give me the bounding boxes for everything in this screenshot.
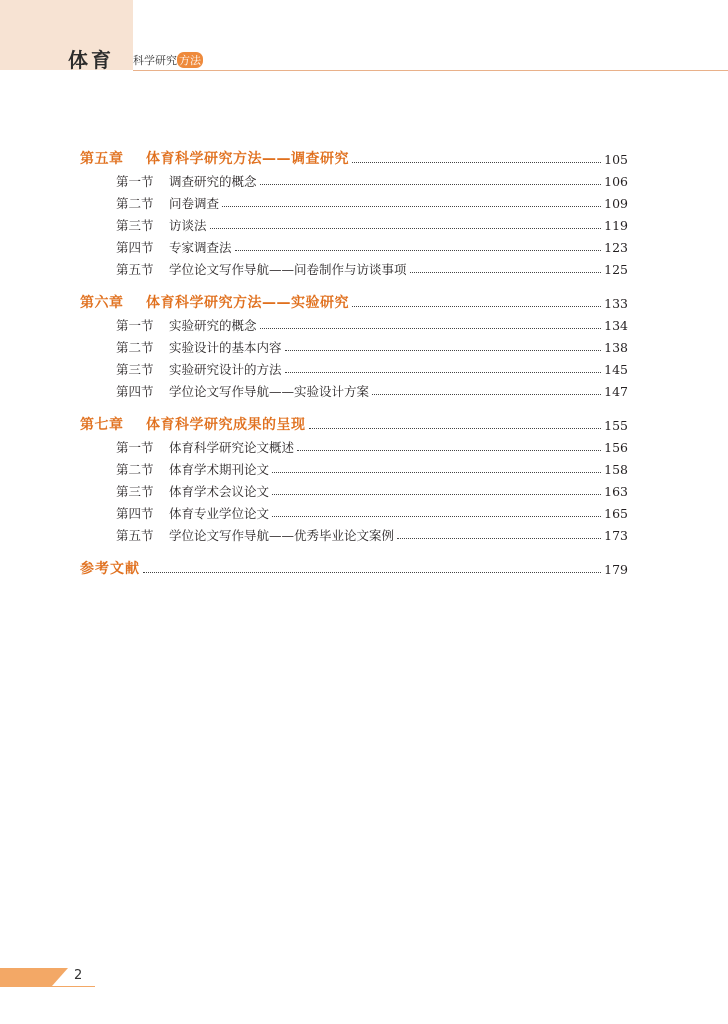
section-number: 第四节 bbox=[116, 239, 154, 255]
page-number: 156 bbox=[604, 439, 628, 455]
header-subtitle-highlight: 方法 bbox=[179, 54, 201, 67]
page-number: 155 bbox=[604, 417, 628, 433]
leader-dots bbox=[260, 328, 602, 329]
section-number: 第五节 bbox=[116, 527, 154, 543]
chapter-number: 第五章 bbox=[80, 151, 124, 167]
page-number: 165 bbox=[604, 505, 628, 521]
toc-section[interactable] bbox=[80, 376, 628, 398]
toc-section[interactable] bbox=[80, 520, 628, 542]
section-number: 第三节 bbox=[116, 217, 154, 233]
page-number: 147 bbox=[604, 383, 628, 399]
page-number: 134 bbox=[604, 317, 628, 333]
section-title: 学位论文写作导航——优秀毕业论文案例 bbox=[169, 527, 395, 543]
page-number: 119 bbox=[604, 217, 628, 233]
header-subtitle-plain: 科学研究 bbox=[133, 54, 177, 67]
page-number: 138 bbox=[604, 339, 628, 355]
page-number: 179 bbox=[604, 561, 628, 577]
section-title: 体育科学研究论文概述 bbox=[169, 439, 295, 455]
section-title: 学位论文写作导航——实验设计方案 bbox=[169, 383, 370, 399]
toc-references[interactable] bbox=[80, 554, 628, 576]
section-number: 第三节 bbox=[116, 483, 154, 499]
leader-dots bbox=[352, 306, 601, 307]
page-number: 173 bbox=[604, 527, 628, 543]
section-title: 实验研究的概念 bbox=[169, 317, 257, 333]
toc-section[interactable] bbox=[80, 476, 628, 498]
page-number: 163 bbox=[604, 483, 628, 499]
toc-chapter-7[interactable] bbox=[80, 410, 628, 432]
section-title: 调查研究的概念 bbox=[169, 173, 257, 189]
section-number: 第二节 bbox=[116, 461, 154, 477]
footer-bar bbox=[0, 968, 52, 986]
toc-chapter-5[interactable] bbox=[80, 144, 628, 166]
page-number: 125 bbox=[604, 261, 628, 277]
page-number: 106 bbox=[604, 173, 628, 189]
leader-dots bbox=[272, 516, 601, 517]
header-rule bbox=[133, 70, 728, 71]
chapter-number: 第七章 bbox=[80, 417, 124, 433]
leader-dots bbox=[372, 394, 601, 395]
page-number: 145 bbox=[604, 361, 628, 377]
header-title: 体育 bbox=[68, 48, 114, 72]
toc-section[interactable] bbox=[80, 210, 628, 232]
section-number: 第一节 bbox=[116, 173, 154, 189]
section-number: 第二节 bbox=[116, 339, 154, 355]
leader-dots bbox=[397, 538, 601, 539]
leader-dots bbox=[222, 206, 601, 207]
leader-dots bbox=[285, 372, 602, 373]
toc-chapter-6[interactable] bbox=[80, 288, 628, 310]
leader-dots bbox=[272, 494, 601, 495]
leader-dots bbox=[285, 350, 602, 351]
section-number: 第二节 bbox=[116, 195, 154, 211]
leader-dots bbox=[410, 272, 602, 273]
footer-rule bbox=[0, 986, 95, 987]
leader-dots bbox=[272, 472, 601, 473]
chapter-title: 体育科学研究方法——调查研究 bbox=[146, 151, 349, 167]
section-title: 实验研究设计的方法 bbox=[169, 361, 282, 377]
toc-section[interactable] bbox=[80, 454, 628, 476]
section-title: 问卷调查 bbox=[169, 195, 220, 211]
header-subtitle bbox=[133, 52, 203, 68]
section-title: 访谈法 bbox=[169, 217, 207, 233]
section-number: 第四节 bbox=[116, 383, 154, 399]
leader-dots bbox=[143, 572, 601, 573]
toc-section[interactable] bbox=[80, 332, 628, 354]
footer-page-number: 2 bbox=[74, 968, 83, 983]
chapter-title: 体育科学研究成果的呈现 bbox=[146, 417, 306, 433]
table-of-contents bbox=[80, 144, 628, 576]
leader-dots bbox=[309, 428, 602, 429]
toc-section[interactable] bbox=[80, 432, 628, 454]
page-number: 158 bbox=[604, 461, 628, 477]
toc-section[interactable] bbox=[80, 254, 628, 276]
section-title: 体育学术会议论文 bbox=[169, 483, 270, 499]
leader-dots bbox=[352, 162, 601, 163]
section-number: 第一节 bbox=[116, 439, 154, 455]
page-number: 105 bbox=[604, 151, 628, 167]
toc-section[interactable] bbox=[80, 498, 628, 520]
section-title: 体育专业学位论文 bbox=[169, 505, 270, 521]
toc-section[interactable] bbox=[80, 310, 628, 332]
toc-section[interactable] bbox=[80, 188, 628, 210]
leader-dots bbox=[297, 450, 601, 451]
section-number: 第五节 bbox=[116, 261, 154, 277]
toc-section[interactable] bbox=[80, 166, 628, 188]
footer-bar-tip bbox=[52, 968, 68, 986]
section-number: 第一节 bbox=[116, 317, 154, 333]
section-title: 专家调查法 bbox=[169, 239, 232, 255]
leader-dots bbox=[235, 250, 602, 251]
section-title: 体育学术期刊论文 bbox=[169, 461, 270, 477]
leader-dots bbox=[260, 184, 602, 185]
chapter-title: 体育科学研究方法——实验研究 bbox=[146, 295, 349, 311]
page-number: 109 bbox=[604, 195, 628, 211]
toc-section[interactable] bbox=[80, 232, 628, 254]
section-number: 第三节 bbox=[116, 361, 154, 377]
section-title: 学位论文写作导航——问卷制作与访谈事项 bbox=[169, 261, 407, 277]
section-title: 实验设计的基本内容 bbox=[169, 339, 282, 355]
references-title: 参考文献 bbox=[80, 561, 140, 577]
page-number: 133 bbox=[604, 295, 628, 311]
toc-section[interactable] bbox=[80, 354, 628, 376]
page-number: 123 bbox=[604, 239, 628, 255]
chapter-number: 第六章 bbox=[80, 295, 124, 311]
leader-dots bbox=[210, 228, 602, 229]
section-number: 第四节 bbox=[116, 505, 154, 521]
